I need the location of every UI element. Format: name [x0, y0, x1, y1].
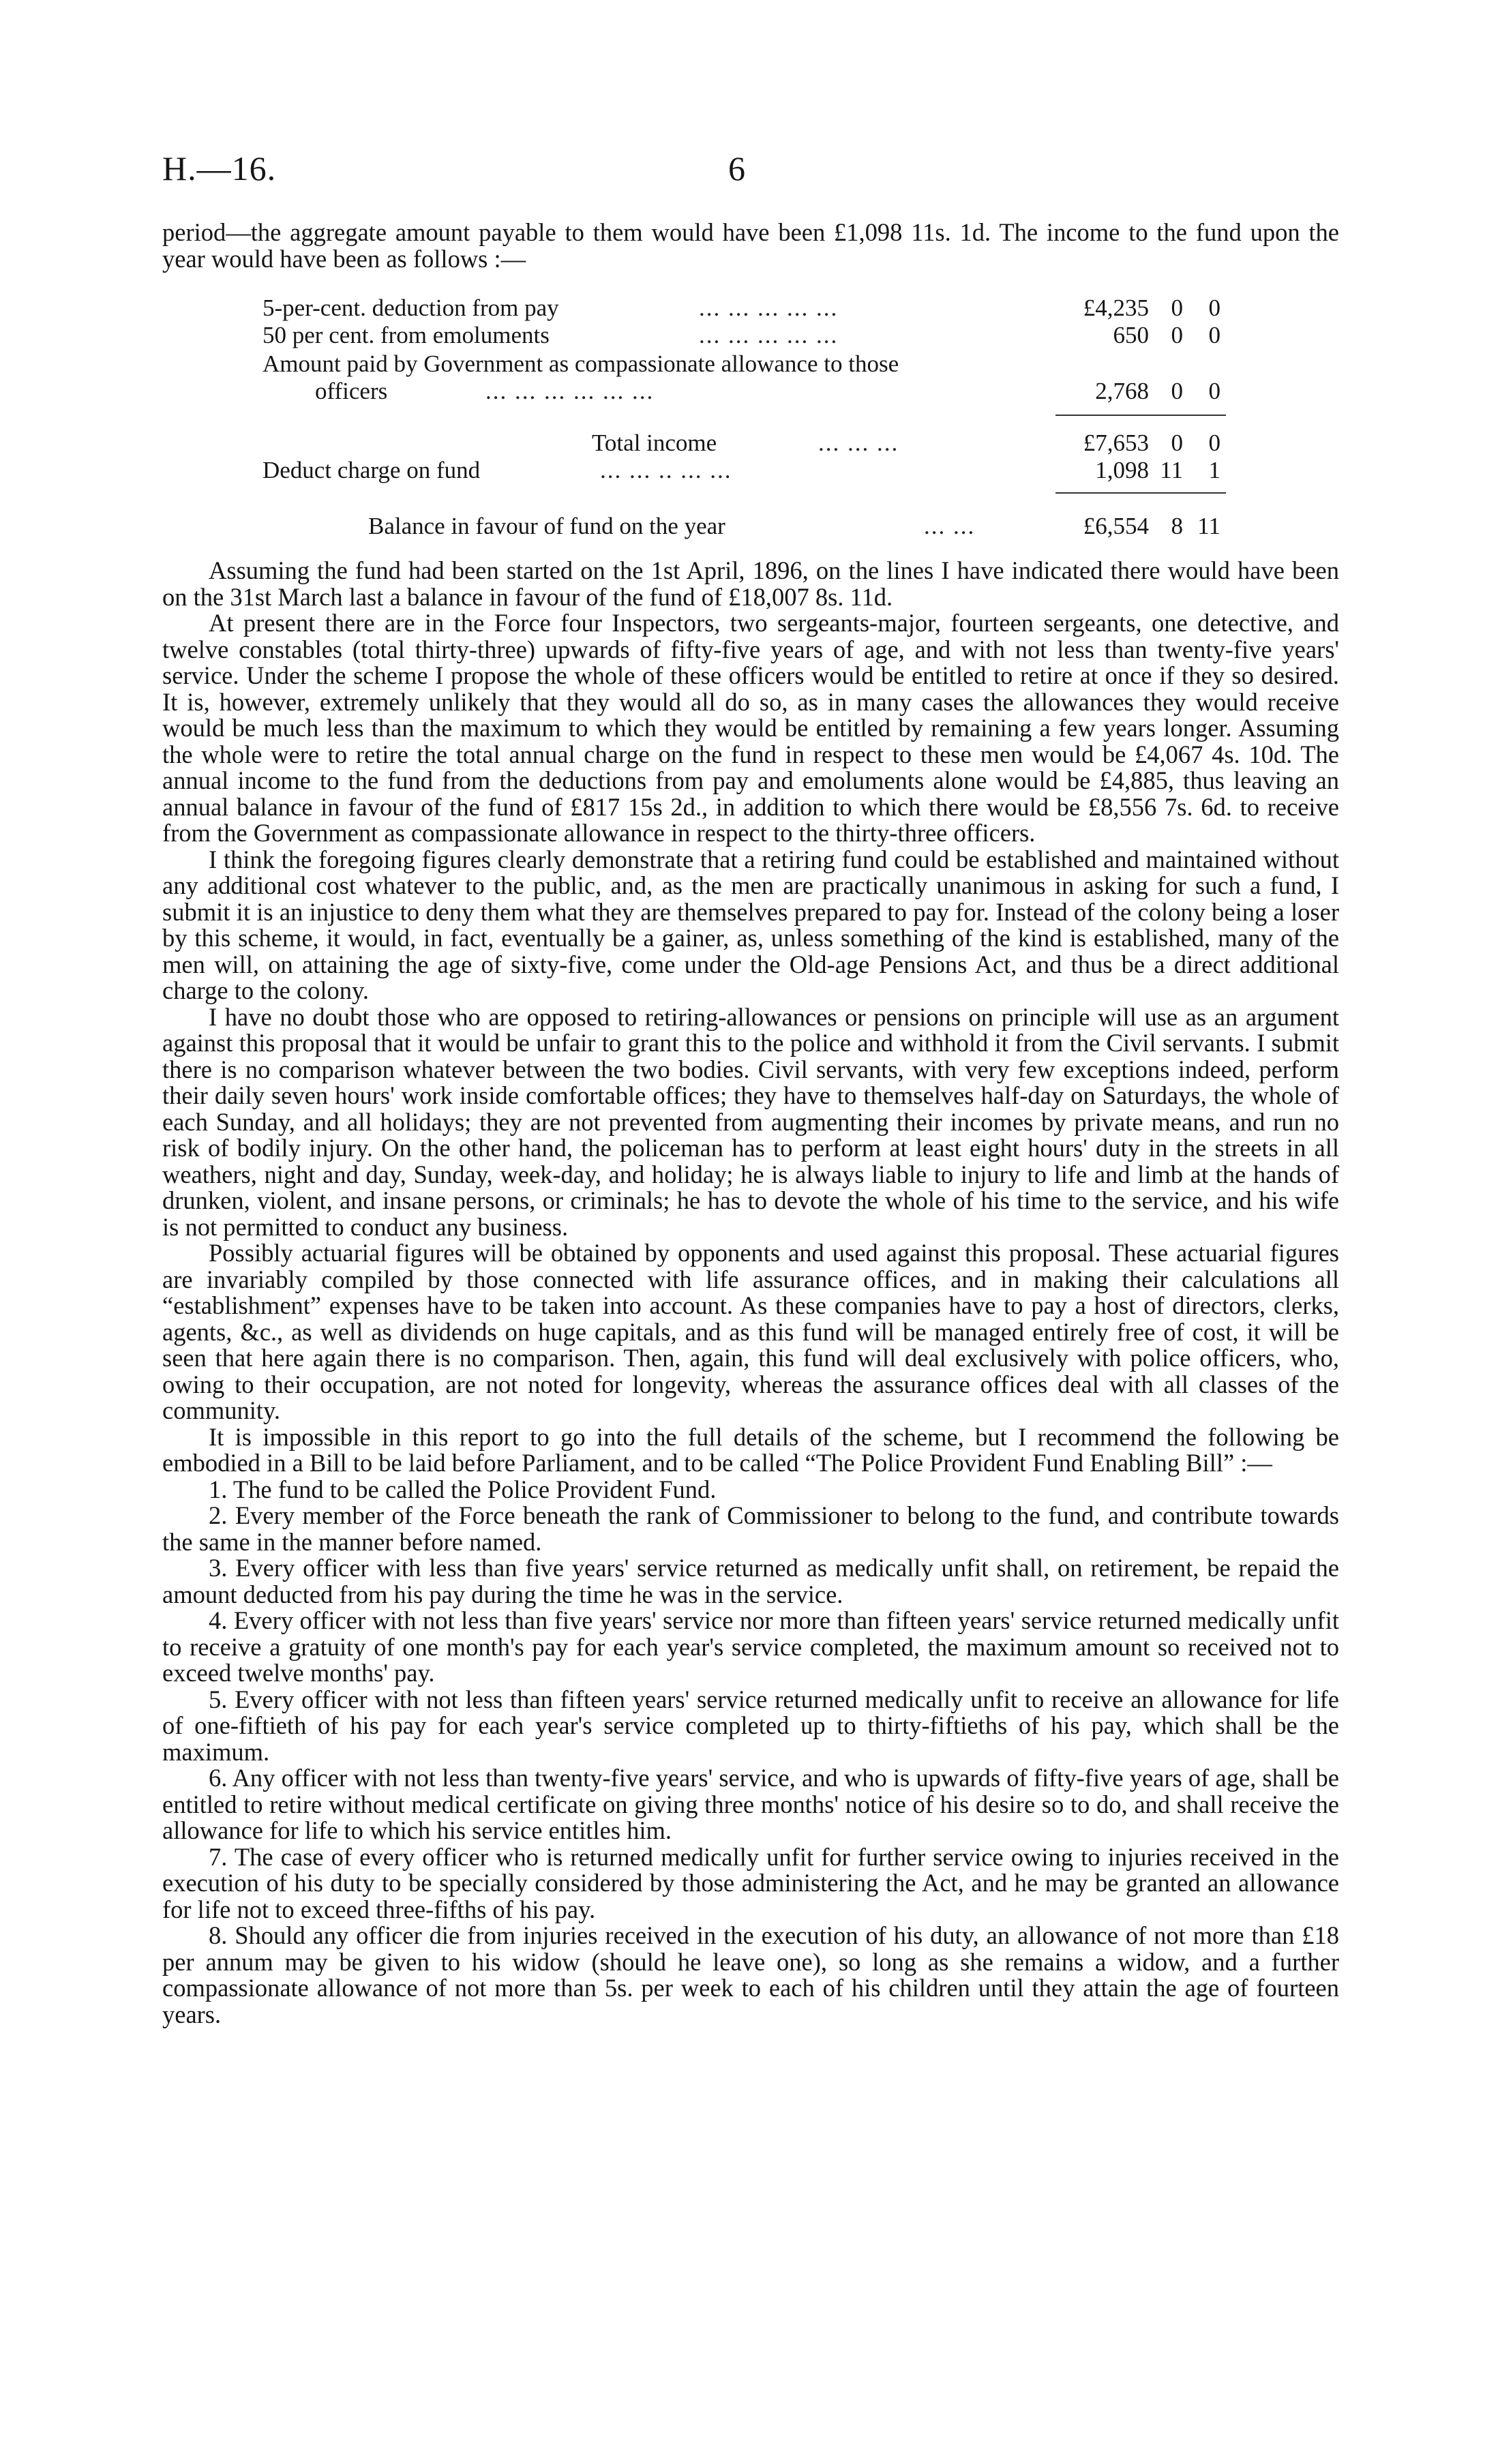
- income-row-leader: ... ... ... ... ... ...: [485, 378, 655, 404]
- income-row-shillings: 0: [1171, 378, 1183, 404]
- page-number: 6: [728, 149, 745, 187]
- paragraph: I think the foregoing figures clearly demonstrate that a retiring fund could be established and maintained without any additional cost whatever to the public, and, as the men are practically unanimous in asking for such a fund, I submit it is an injustice to deny them what they are themselves prepared to pay for. Instead of the colony being a loser by this scheme, it would, in fact, eventually be a gainer, as, unless something of the kind is established, many of the men will, on attaining the age of sixty-five, come under the Old-age Pensions Act, and thus be a direct additional charge to the colony.: [162, 845, 1339, 1004]
- deduct-shillings: 11: [1160, 457, 1183, 483]
- sum-rule: [1055, 415, 1226, 416]
- paragraph: Possibly actuarial figures will be obtained by opponents and used against this proposal. These actuarial figures are invariably compiled by those connected with life assurance offices, and in making their calculations all “establishment” expenses have to be taken into account. As these companies have to pay a host of directors, clerks, agents, &c., as well as dividends on huge capitals, and as this fund will be managed entirely free of cost, it will be seen that here again there is no comparison. Then, again, this fund will deal exclusively with police officers, who, owing to their occupation, are not noted for longevity, whereas the assurance offices deal with all classes of the community.: [162, 1239, 1339, 1424]
- income-row-pounds: 2,768: [1095, 378, 1149, 404]
- income-row-shillings: 0: [1171, 322, 1183, 348]
- balance-pence: 11: [1197, 513, 1220, 539]
- bill-clause: 5. Every officer with not less than fifteen years' service returned medically unfit to receive an allowance for life of one-fiftieth of his pay for each year's service completed up to thirty-fiftieths of his pay, which shall be the maximum.: [162, 1685, 1339, 1766]
- total-pence: 0: [1208, 430, 1220, 456]
- income-row-label: 5-per-cent. deduction from pay: [263, 295, 559, 321]
- total-leader: ... ... ...: [818, 430, 899, 456]
- income-row-pence: 0: [1208, 322, 1220, 348]
- income-row-label: 50 per cent. from emoluments: [263, 322, 550, 348]
- total-shillings: 0: [1171, 430, 1183, 456]
- income-row-leader: ... ... ... ... ...: [699, 322, 839, 348]
- body-text: [162, 558, 1339, 2028]
- intro-paragraph: [162, 220, 1339, 272]
- income-row-label-cont: officers: [315, 378, 388, 404]
- income-row-pence: 0: [1208, 295, 1220, 321]
- income-row-pounds: 650: [1113, 322, 1149, 348]
- bill-clause: 3. Every officer with less than five years' service returned as medically unfit shall, on retirement, be repaid the amount deducted from his pay during the time he was in the service.: [162, 1554, 1339, 1608]
- bill-clause: 1. The fund to be called the Police Provident Fund.: [209, 1475, 717, 1503]
- income-row-label: Amount paid by Government as compassionate allowance to those: [263, 350, 899, 377]
- income-row-shillings: 0: [1171, 295, 1183, 321]
- total-label: Total income: [592, 430, 717, 456]
- income-row-pence: 0: [1208, 378, 1220, 404]
- income-row-leader: ... ... ... ... ...: [699, 295, 839, 321]
- balance-label: Balance in favour of fund on the year: [368, 513, 725, 539]
- balance-shillings: 8: [1171, 513, 1183, 539]
- deduct-label: Deduct charge on fund: [263, 457, 481, 483]
- paragraph: I have no doubt those who are opposed to retiring-allowances or pensions on principle will use as an argument against this proposal that it would be unfair to grant this to the police and withhold it from the Civil servants. I submit there is no comparison whatever between the two bodies. Civil servants, with very few exceptions indeed, perform their daily seven hours' work inside comfortable offices; they have to themselves half-day on Saturdays, the whole of each Sunday, and all holidays; they are not prevented from augmenting their incomes by private means, and run no risk of bodily injury. On the other hand, the policeman has to perform at least eight hours' duty in the streets in all weathers, night and day, Sunday, week-day, and holiday; he is always liable to injury to life and limb at the hands of drunken, violent, and insane persons, or criminals; he has to devote the whole of his time to the service, and his wife is not permitted to conduct any business.: [162, 1002, 1339, 1241]
- bill-clause: 8. Should any officer die from injuries received in the execution of his duty, an allowance of not more than £18 per annum may be given to his widow (should he leave one), so long as she remains a widow, and a further compassionate allowance of not more than 5s. per week to each of his children until they attain the age of fourteen years.: [162, 1921, 1339, 2028]
- balance-pounds: £6,554: [1083, 513, 1149, 539]
- balance-leader: ... ...: [924, 513, 976, 539]
- intro-text: period—the aggregate amount payable to them would have been £1,098 11s. 1d. The income to the fund upon the year would have been as follows :—: [162, 218, 1339, 273]
- balance-rule: [1055, 492, 1226, 494]
- deduct-pence: 1: [1208, 457, 1220, 483]
- deduct-pounds: 1,098: [1095, 457, 1149, 483]
- total-pounds: £7,653: [1083, 430, 1149, 456]
- bill-clause: 2. Every member of the Force beneath the rank of Commissioner to belong to the fund, and contribute towards the same in the manner before named.: [162, 1501, 1339, 1556]
- income-row-pounds: £4,235: [1083, 295, 1149, 321]
- bill-clause: 6. Any officer with not less than twenty-five years' service, and who is upwards of fifty-five years of age, shall be entitled to retire without medical certificate on giving three months' notice of his desire so to do, and shall receive the allowance for life to which his service entitles him.: [162, 1764, 1339, 1844]
- deduct-leader: ... ... .. ... ...: [600, 457, 732, 483]
- bill-clause: 4. Every officer with not less than five years' service nor more than fifteen years' service returned medically unfit to receive a gratuity of one month's pay for each year's service completed, the maximum amount so received not to exceed twelve months' pay.: [162, 1606, 1339, 1687]
- paragraph: It is impossible in this report to go into the full details of the scheme, but I recommend the following be embodied in a Bill to be laid before Parliament, and to be called “The Police Provident Fund Enabling Bill” :—: [162, 1422, 1339, 1477]
- bill-clause: 7. The case of every officer who is returned medically unfit for further service owing to injuries received in the execution of his duty to be specially considered by those administering the Act, and he may be granted an allowance for life not to exceed three-fifths of his pay.: [162, 1842, 1339, 1923]
- paragraph: Assuming the fund had been started on the 1st April, 1896, on the lines I have indicated there would have been on the 31st March last a balance in favour of the fund of £18,007 8s. 11d.: [162, 556, 1339, 611]
- paragraph: At present there are in the Force four Inspectors, two sergeants-major, fourteen sergeants, one detective, and twelve constables (total thirty-three) upwards of fifty-five years of age, and with not less than twenty-five years' service. Under the scheme I propose the whole of these officers would be entitled to retire at once if they so desired. It is, however, extremely unlikely that they would all do so, as in many cases the allowances they would receive would be much less than the maximum to which they would be entitled by remaining a few years longer. Assuming the whole were to retire the total annual charge on the fund in respect to these men would be £4,067 4s. 10d. The annual income to the fund from the deductions from pay and emoluments alone would be £4,885, thus leaving an annual balance in favour of the fund of £817 15s 2d., in addition to which there would be £8,556 7s. 6d. to receive from the Government as compassionate allowance in respect to the thirty-three officers.: [162, 609, 1339, 847]
- report-reference: H.—16.: [162, 149, 277, 187]
